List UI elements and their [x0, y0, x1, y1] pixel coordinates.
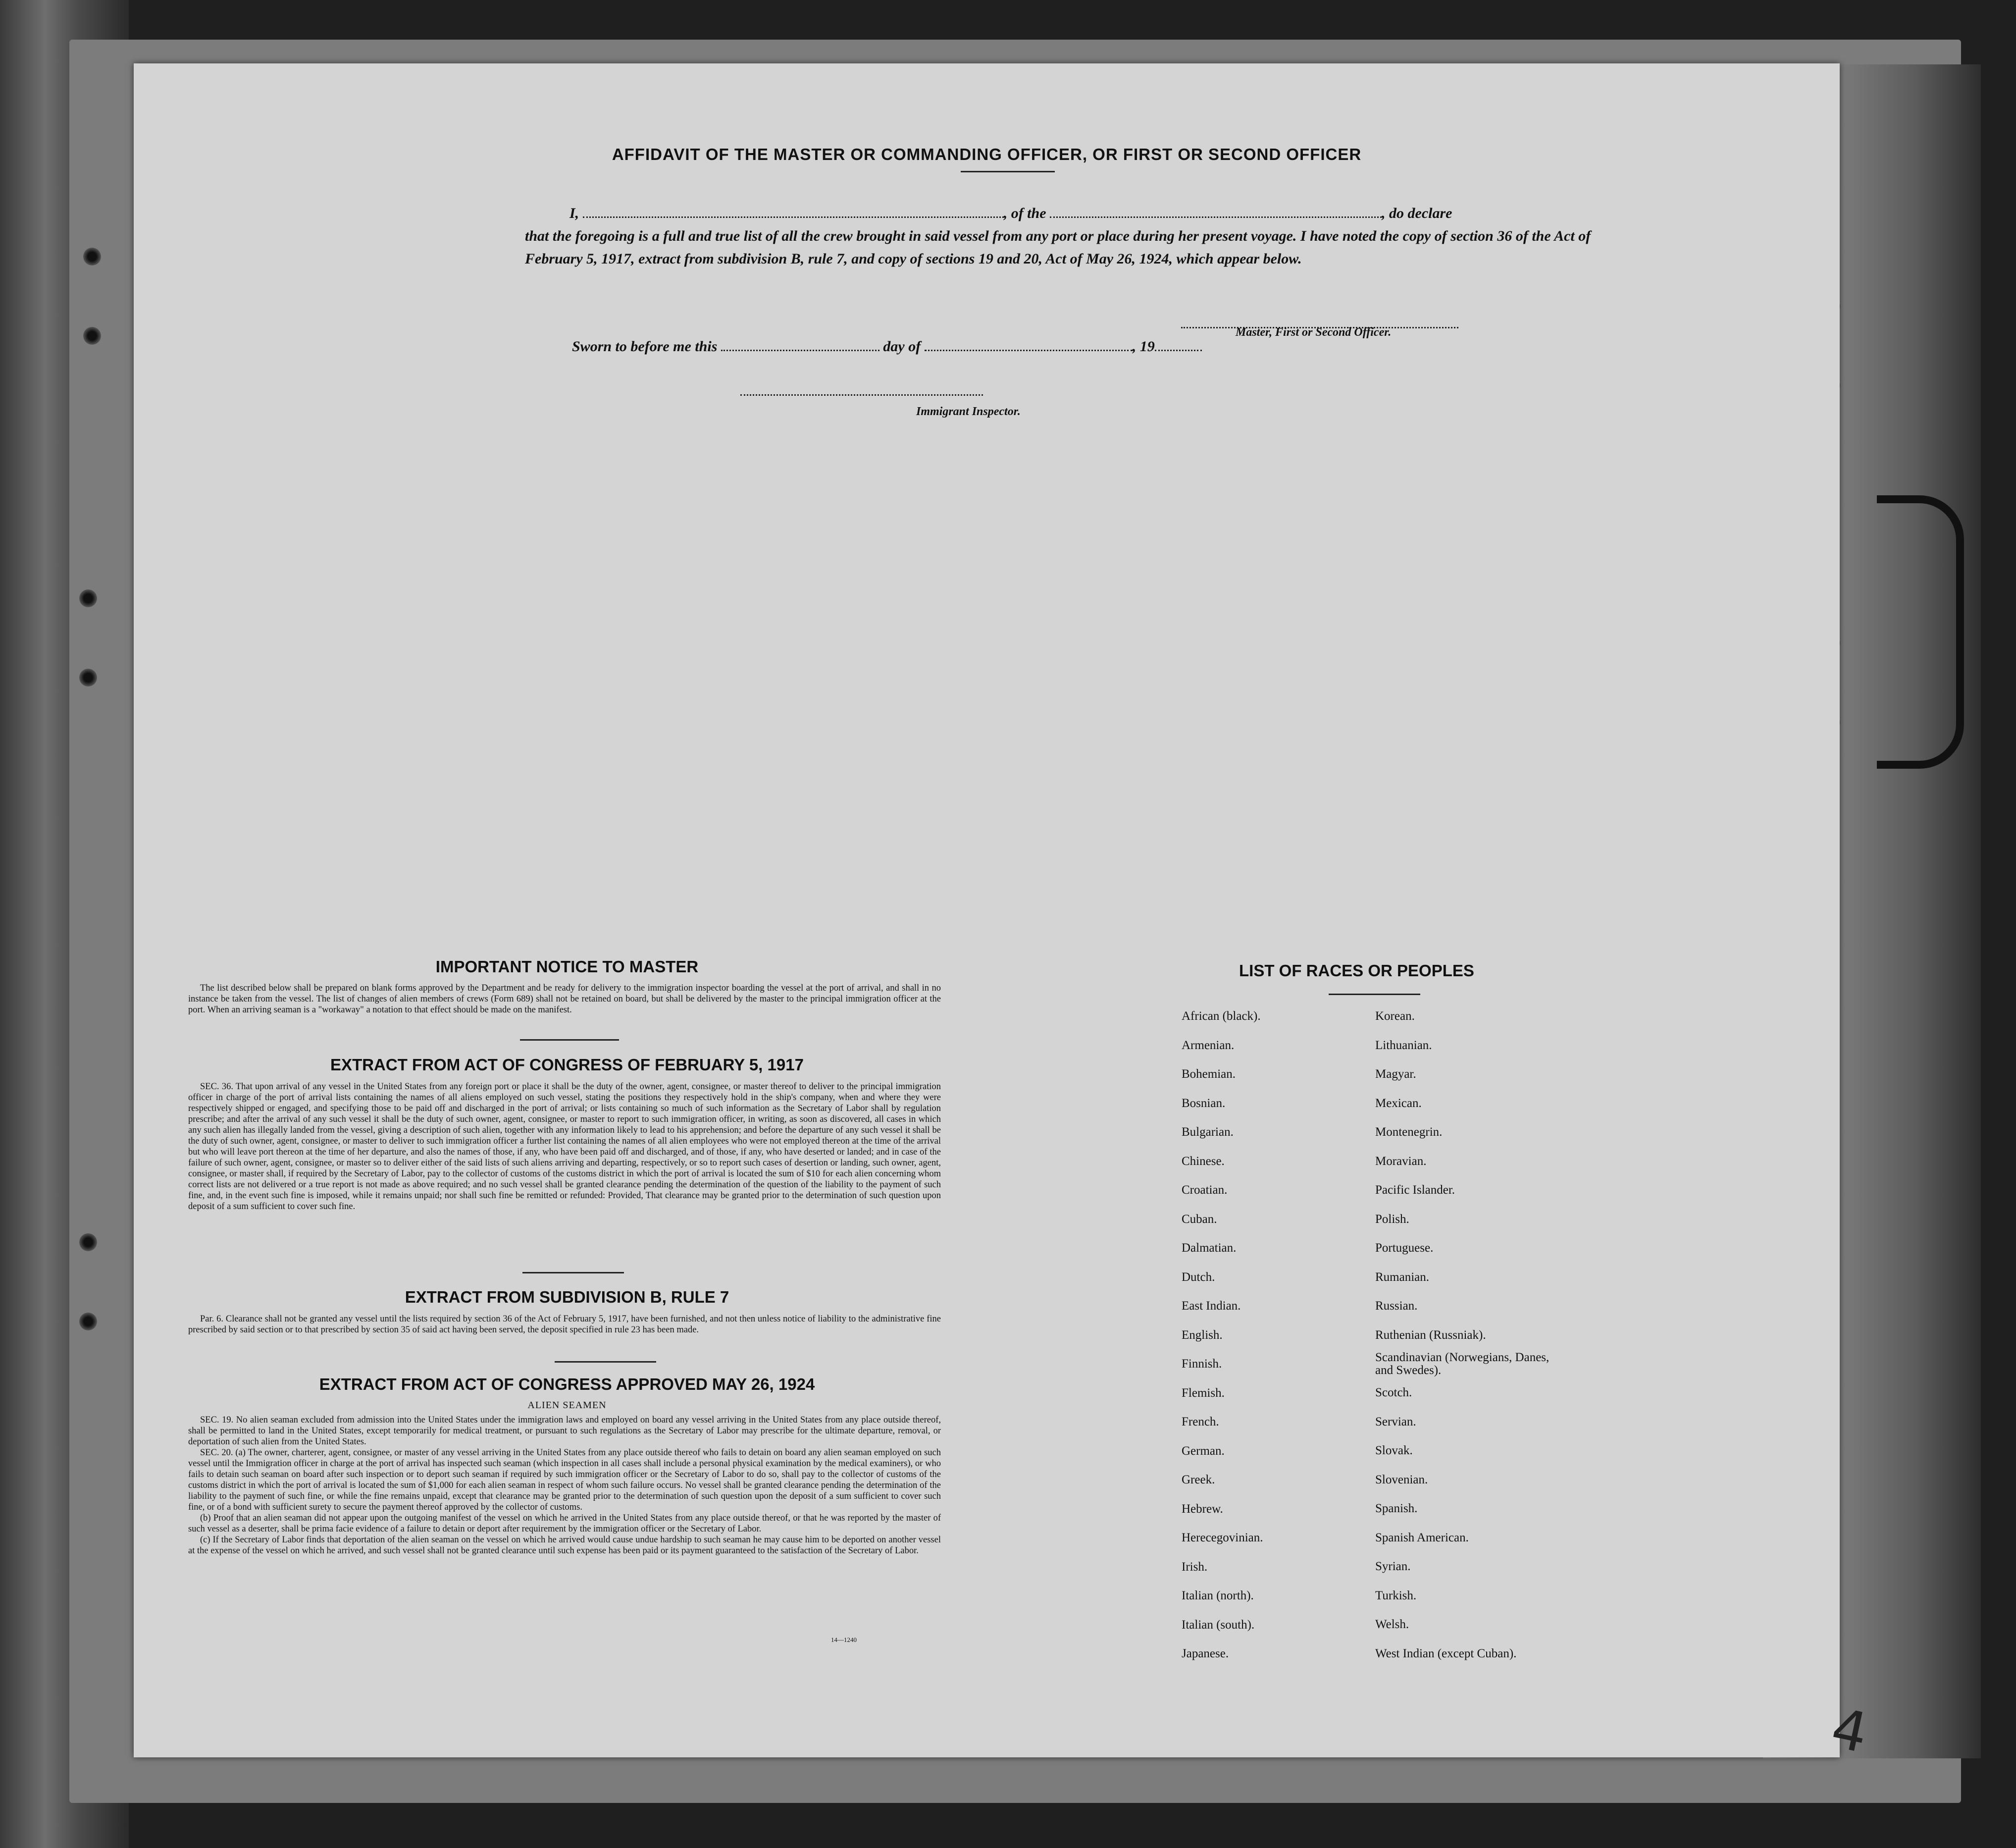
affidavit-declaration-line: I, , of the , do declare [569, 205, 1452, 221]
punch-hole-left [83, 327, 101, 345]
list-item: Irish. [1182, 1560, 1208, 1574]
extract-1917-title: EXTRACT FROM ACT OF CONGRESS OF FEBRUARY 5, 1917 [330, 1056, 804, 1074]
punch-hole-left [83, 248, 101, 265]
name-blank[interactable] [583, 216, 1004, 218]
list-item: Japanese. [1182, 1647, 1229, 1660]
list-item: Bosnian. [1182, 1096, 1226, 1110]
list-item: Spanish. [1375, 1502, 1418, 1515]
rule-7-rule [555, 1361, 656, 1363]
affidavit-text: that the foregoing is a full and true list of all the crew brought in said vessel from any port or place during her present voyage. I have noted the copy of section 36 of the Act of February 5, 1917, extract from subdivision B, rule 7, and copy of sections 19 and 20, Act of May 26, 1924, which appear below. [525, 228, 1591, 267]
rule-7-text: Par. 6. Clearance shall not be granted any vessel until the lists required by section 36 of the Act of February 5, 1917, have been furnished, and not then unless notice of liability to the administrative fine prescribed by said section or to that prescribed by section 35 of said act having been served, the deposit specified in rule 23 has been made. [188, 1314, 941, 1335]
sworn-year-blank[interactable] [1155, 349, 1202, 351]
vessel-blank[interactable] [1050, 216, 1382, 218]
rule-7-title: EXTRACT FROM SUBDIVISION B, RULE 7 [405, 1288, 729, 1306]
list-item: Slovak. [1375, 1444, 1413, 1457]
punch-hole-left [79, 1313, 97, 1330]
list-item: Herecegovinian. [1182, 1531, 1263, 1544]
list-item: Croatian. [1182, 1183, 1228, 1197]
list-item: Mexican. [1375, 1096, 1422, 1110]
list-item: Slovenian. [1375, 1473, 1428, 1486]
handwritten-page-number: 4 [1826, 1696, 1873, 1765]
list-item: Ruthenian (Russniak). [1375, 1328, 1486, 1342]
list-item: Chinese. [1182, 1154, 1225, 1168]
list-item: Moravian. [1375, 1154, 1427, 1168]
inspector-signature-line[interactable] [740, 394, 983, 396]
list-item: Polish. [1375, 1212, 1409, 1226]
list-item: Bulgarian. [1182, 1125, 1234, 1139]
list-item: Syrian. [1375, 1560, 1411, 1573]
races-list-right [1375, 1002, 1593, 1668]
affidavit-title: AFFIDAVIT OF THE MASTER OR COMMANDING OFFICER, OR FIRST OR SECOND OFFICER [612, 145, 1362, 163]
races-list-left [1182, 1002, 1263, 1669]
notice-title: IMPORTANT NOTICE TO MASTER [435, 957, 699, 976]
list-item: Cuban. [1182, 1212, 1217, 1226]
notice-rule [520, 1039, 619, 1041]
list-item: Greek. [1182, 1473, 1215, 1486]
punch-hole-left [79, 669, 97, 686]
list-item: Pacific Islander. [1375, 1183, 1455, 1197]
form-number: 14—1240 [831, 1636, 857, 1643]
list-item: Rumanian. [1375, 1270, 1430, 1284]
punch-hole-left [79, 1233, 97, 1251]
list-item: Welsh. [1375, 1618, 1409, 1631]
list-item: Italian (north). [1182, 1589, 1254, 1602]
sworn-month-blank[interactable] [925, 349, 1133, 351]
list-item: German. [1182, 1444, 1225, 1458]
list-item: Russian. [1375, 1299, 1418, 1313]
list-item: Armenian. [1182, 1038, 1235, 1052]
extract-1917-text: SEC. 36. That upon arrival of any vessel in the United States from any foreign port or place it shall be the duty of the owner, agent, consignee, or master thereof to deliver to the principal immigration officer in charge of the port of arrival lists containing the names of all aliens employed on such vessel, stating the positions they respectively hold in the ship's company, when and where they were respectively shipped or engaged, and specifying those to be paid off and discharged in the port of arrival; or lists containing so much of such information as the Secretary of Labor shall by regulation prescribe; and after the arrival of any such vessel it shall be the duty of such owner, agent, consignee, or master to report to such immigration officer, in writing, as soon as discovered, all cases in which any such alien has illegally landed from the vessel, giving a description of such alien, together with any information likely to lead to his apprehension; and before the departure of any such vessel it shall be the duty of such owner, agent, consignee, or master to deliver to such immigration officer a further list containing the names of all alien employees who were not employed thereon at the time of the arrival but who will leave port thereon at the time of her departure, and also the names of those, if any, who have been paid off and discharged, and of those, if any, who have deserted or landed; and in case of the failure of such owner, agent, consignee, or master so to deliver either of the said lists of such aliens arriving and departing, respectively, or so to report such cases of desertion or landing, such owner, agent, consignee, or master shall, if required by the Secretary of Labor, pay to the collector of customs of the customs district in which the port of arrival is located the sum of $10 for each alien concerning whom correct lists are not delivered or a true report is not made as above required; and no such vessel shall be granted clearance pending the determination of the question of the liability to the payment of such fine, and, in the event such fine is imposed, while it remains unpaid; nor shall such fine be remitted or refunded: Provided, That clearance may be granted prior to the determination of such question upon deposit of a sum sufficient to cover such fine. [188, 1082, 941, 1212]
list-item: Scandinavian (Norwegians, Danes, and Swedes). [1375, 1351, 1550, 1377]
list-item: Bohemian. [1182, 1067, 1236, 1081]
affidavit-body [525, 202, 1629, 270]
list-item: Scotch. [1375, 1386, 1412, 1399]
list-item: English. [1182, 1328, 1223, 1342]
manifest-page [134, 63, 1840, 1757]
master-signature-caption: Master, First or Second Officer. [1236, 326, 1392, 339]
list-item: West Indian (except Cuban). [1375, 1646, 1517, 1660]
races-title: LIST OF RACES OR PEOPLES [1239, 961, 1474, 980]
list-item: East Indian. [1182, 1299, 1241, 1313]
punch-hole-left [79, 589, 97, 607]
list-item: African (black). [1182, 1009, 1261, 1023]
list-item: Finnish. [1182, 1357, 1222, 1371]
notice-text: The list described below shall be prepared on blank forms approved by the Department and be ready for delivery to the immigration inspector boarding the vessel at the port of arrival, and shall in no instance be taken from the vessel. The list of changes of alien members of crews (Form 689) shall not be retained on board, but shall be delivered by the master to the principal immigration officer at the port. When an arriving seaman is a "workaway" a notation to that effect should be made on the manifest. [188, 983, 941, 1015]
races-rule [1329, 994, 1420, 995]
extract-1917-rule [522, 1272, 624, 1273]
alien-seamen-subtitle: ALIEN SEAMEN [527, 1400, 607, 1411]
title-rule [961, 171, 1055, 172]
extract-1924-title: EXTRACT FROM ACT OF CONGRESS APPROVED MAY 26, 1924 [319, 1375, 815, 1393]
list-item: Portuguese. [1375, 1241, 1434, 1255]
list-item: Italian (south). [1182, 1618, 1255, 1632]
list-item: Hebrew. [1182, 1502, 1223, 1516]
sworn-day-blank[interactable] [721, 349, 879, 351]
list-item: Dalmatian. [1182, 1241, 1237, 1255]
list-item: Flemish. [1182, 1386, 1225, 1400]
list-item: Servian. [1375, 1415, 1416, 1428]
list-item: Lithuanian. [1375, 1038, 1432, 1052]
list-item: French. [1182, 1415, 1219, 1428]
binder-strap [1877, 495, 1964, 769]
list-item: Korean. [1375, 1009, 1415, 1023]
list-item: Magyar. [1375, 1067, 1416, 1081]
list-item: Turkish. [1375, 1588, 1417, 1602]
inspector-caption: Immigrant Inspector. [916, 405, 1021, 418]
extract-1924-text: SEC. 19. No alien seaman excluded from admission into the United States under the immigration laws and employed on board any vessel arriving in the United States from any place outside thereof, shall be permitted to land in the United States, except temporarily for medical treatment, or pursuant to such regulations as the Secretary of Labor may prescribe for the ultimate departure, removal, or deportation of such alien from the United States. SEC. 20. (a) The owner, charterer, agent, consignee, or master of any vessel arriving in the United States from any place outside thereof who fails to detain on board any alien seaman employed on such vessel until the Immigration officer in charge at the port of arrival has inspected such seaman (which inspection in all cases shall include a personal physical examination by the medical examiners), or who fails to detain such seaman on board after such inspection or to deport such seaman if required by such immigration officer or the Secretary of Labor to do so, shall pay to the collector of customs of the customs district in which the port of arrival is located the sum of $1,000 for each alien seaman in respect of whom such failure occurs. No vessel shall be granted clearance pending the determination of the liability to the payment of such fine, or while the fine remains unpaid, except that clearance may be granted prior to the determination of such question upon the deposit of a sum sufficient to cover such fine, or of a bond with sufficient surety to secure the payment thereof approved by the collector of customs. (b) Proof that an alien seaman did not appear upon the outgoing manifest of the vessel on which he arrived in the United States from any place outside thereof, or that he was reported by the master of such vessel as a deserter, shall be prima facie evidence of a failure to detain or deport after requirement by the immigration officer or the Secretary of Labor. (c) If the Secretary of Labor finds that deportation of the alien seaman on the vessel on which he arrived would cause undue hardship to such seaman he may cause him to be deported on another vessel at the expense of the vessel on which he arrived, and such vessel shall not be granted clearance until such expense has been paid or its payment guaranteed to the satisfaction of the Secretary of Labor. [188, 1415, 941, 1556]
list-item: Spanish American. [1375, 1531, 1469, 1544]
list-item: Dutch. [1182, 1270, 1215, 1284]
list-item: Montenegrin. [1375, 1125, 1443, 1139]
sworn-line: Sworn to before me this day of , 19 [572, 338, 1202, 355]
